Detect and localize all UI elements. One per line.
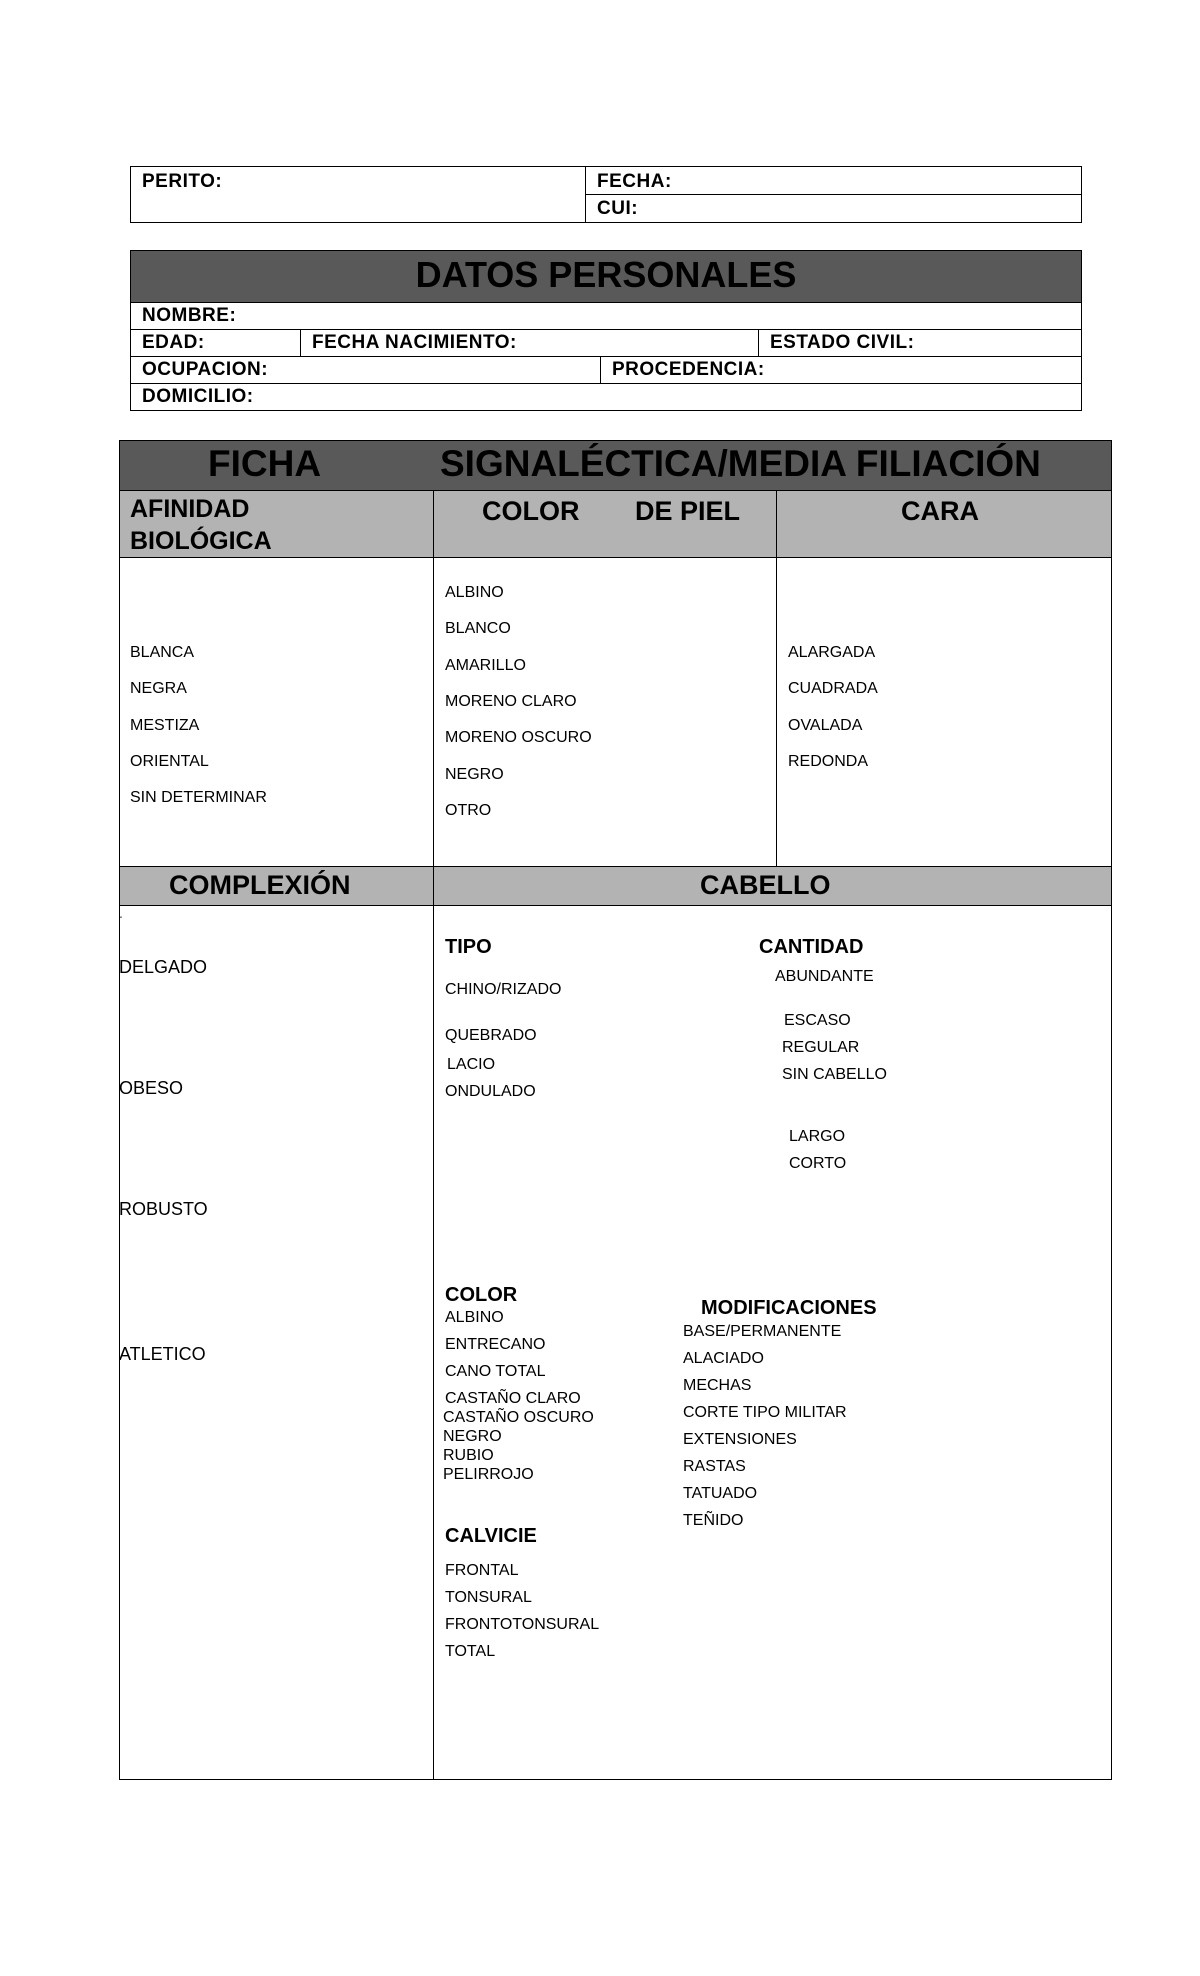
ficha-line-title bbox=[119, 490, 1112, 491]
modificaciones-option[interactable]: MECHAS bbox=[683, 1377, 752, 1394]
tipo-option[interactable]: QUEBRADO bbox=[445, 1027, 537, 1044]
modificaciones-option[interactable]: ALACIADO bbox=[683, 1350, 764, 1367]
color-piel-option[interactable]: BLANCO bbox=[445, 620, 511, 637]
cabello-color-option[interactable]: RUBIO bbox=[443, 1447, 494, 1464]
cabello-color-option[interactable]: CASTAÑO CLARO bbox=[445, 1390, 581, 1407]
cabello-color-option[interactable]: NEGRO bbox=[443, 1428, 502, 1445]
fecha-nacimiento-label: FECHA NACIMIENTO: bbox=[312, 332, 517, 353]
color-piel-option[interactable]: ALBINO bbox=[445, 584, 504, 601]
cantidad-option[interactable]: LARGO bbox=[789, 1128, 846, 1145]
color-piel-option[interactable]: NEGRO bbox=[445, 766, 504, 783]
perito-label: PERITO: bbox=[142, 171, 223, 192]
modificaciones-option[interactable]: TATUADO bbox=[683, 1485, 758, 1502]
cabello-color-option[interactable]: ENTRECANO bbox=[445, 1336, 546, 1353]
color-piel-option[interactable]: OTRO bbox=[445, 802, 492, 819]
estado-civil-label: ESTADO CIVIL: bbox=[770, 332, 915, 353]
afinidad-option[interactable]: ORIENTAL bbox=[130, 753, 209, 770]
tipo-option[interactable]: ONDULADO bbox=[445, 1083, 536, 1100]
datos-title: DATOS PERSONALES bbox=[415, 254, 797, 295]
cantidad-option[interactable]: ABUNDANTE bbox=[775, 968, 874, 985]
cantidad-option[interactable]: ESCASO bbox=[784, 1012, 851, 1029]
afinidad-option[interactable]: MESTIZA bbox=[130, 717, 200, 734]
cabello-color-option[interactable]: ALBINO bbox=[445, 1309, 504, 1326]
cara-option[interactable]: OVALADA bbox=[788, 717, 863, 734]
complexion-option[interactable]: ROBUSTO bbox=[119, 1199, 208, 1219]
complexion-option[interactable]: ATLETICO bbox=[119, 1344, 206, 1364]
modificaciones-label: MODIFICACIONES bbox=[701, 1297, 877, 1319]
complexion-option[interactable]: DELGADO bbox=[119, 957, 208, 977]
cara-option[interactable]: ALARGADA bbox=[788, 644, 876, 661]
color-piel-option[interactable]: AMARILLO bbox=[445, 657, 526, 674]
datos-row-line-4 bbox=[130, 383, 1082, 384]
ficha-col-left bbox=[433, 490, 434, 1780]
complexion-option[interactable]: OBESO bbox=[119, 1078, 184, 1098]
procedencia-label: PROCEDENCIA: bbox=[612, 359, 765, 380]
afinidad-header-line1: AFINIDAD bbox=[130, 495, 250, 523]
calvicie-option[interactable]: TOTAL bbox=[445, 1643, 496, 1660]
modificaciones-option[interactable]: BASE/PERMANENTE bbox=[683, 1323, 842, 1340]
cabello-color-option[interactable]: PELIRROJO bbox=[443, 1466, 534, 1483]
complexion-mark: - bbox=[119, 912, 123, 923]
datos-table bbox=[130, 250, 1082, 411]
nombre-label: NOMBRE: bbox=[142, 305, 237, 326]
cantidad-option[interactable]: REGULAR bbox=[782, 1039, 860, 1056]
datos-row-line-2 bbox=[130, 329, 1082, 330]
ficha-title-right: SIGNALÉCTICA/MEDIA FILIACIÓN bbox=[440, 443, 1041, 484]
cantidad-label: CANTIDAD bbox=[759, 936, 864, 958]
datos-col-civil bbox=[758, 329, 759, 356]
modificaciones-option[interactable]: RASTAS bbox=[683, 1458, 746, 1475]
ficha-title-left: FICHA bbox=[208, 443, 322, 484]
calvicie-label: CALVICIE bbox=[445, 1525, 537, 1547]
cantidad-option[interactable]: CORTO bbox=[789, 1155, 847, 1172]
cabello-header: CABELLO bbox=[700, 870, 831, 900]
modificaciones-option[interactable]: CORTE TIPO MILITAR bbox=[683, 1404, 847, 1421]
cara-option[interactable]: CUADRADA bbox=[788, 680, 878, 697]
domicilio-label: DOMICILIO: bbox=[142, 386, 254, 407]
tipo-label: TIPO bbox=[445, 936, 492, 958]
cabello-color-option[interactable]: CASTAÑO OSCURO bbox=[443, 1409, 594, 1426]
color-piel-header-b: DE PIEL bbox=[635, 496, 741, 526]
cara-header: CARA bbox=[901, 496, 979, 526]
tipo-option[interactable]: LACIO bbox=[447, 1056, 496, 1073]
modificaciones-option[interactable]: TEÑIDO bbox=[683, 1512, 744, 1529]
color-piel-option[interactable]: MORENO CLARO bbox=[445, 693, 577, 710]
datos-row-line-3 bbox=[130, 356, 1082, 357]
complexion-header: COMPLEXIÓN bbox=[169, 870, 351, 900]
cui-label: CUI: bbox=[597, 198, 639, 219]
calvicie-option[interactable]: FRONTOTONSURAL bbox=[445, 1616, 600, 1633]
calvicie-option[interactable]: TONSURAL bbox=[445, 1589, 532, 1606]
datos-row-line-1 bbox=[130, 302, 1082, 303]
cabello-color-label: COLOR bbox=[445, 1284, 518, 1306]
color-piel-option[interactable]: MORENO OSCURO bbox=[445, 729, 592, 746]
afinidad-header-line2: BIOLÓGICA bbox=[130, 527, 272, 555]
ficha-line-sec2-header bbox=[119, 905, 1112, 906]
afinidad-option[interactable]: BLANCA bbox=[130, 644, 195, 661]
header-row-divider bbox=[585, 194, 1082, 195]
calvicie-option[interactable]: FRONTAL bbox=[445, 1562, 519, 1579]
cara-option[interactable]: REDONDA bbox=[788, 753, 869, 770]
cabello-color-option[interactable]: CANO TOTAL bbox=[445, 1363, 546, 1380]
afinidad-option[interactable]: SIN DETERMINAR bbox=[130, 789, 267, 806]
datos-col-procedencia bbox=[600, 356, 601, 383]
edad-label: EDAD: bbox=[142, 332, 205, 353]
ficha-table bbox=[119, 440, 1112, 1780]
ocupacion-label: OCUPACION: bbox=[142, 359, 269, 380]
cantidad-option[interactable]: SIN CABELLO bbox=[782, 1066, 887, 1083]
modificaciones-option[interactable]: EXTENSIONES bbox=[683, 1431, 797, 1448]
ficha-col-right bbox=[776, 490, 777, 866]
tipo-option[interactable]: CHINO/RIZADO bbox=[445, 981, 562, 998]
afinidad-option[interactable]: NEGRA bbox=[130, 680, 187, 697]
fecha-label: FECHA: bbox=[597, 171, 672, 192]
ficha-line-sec2-top bbox=[119, 866, 1112, 867]
datos-col-edad bbox=[300, 329, 301, 356]
ficha-line-sec1-header bbox=[119, 557, 1112, 558]
color-piel-header-a: COLOR bbox=[482, 496, 580, 526]
